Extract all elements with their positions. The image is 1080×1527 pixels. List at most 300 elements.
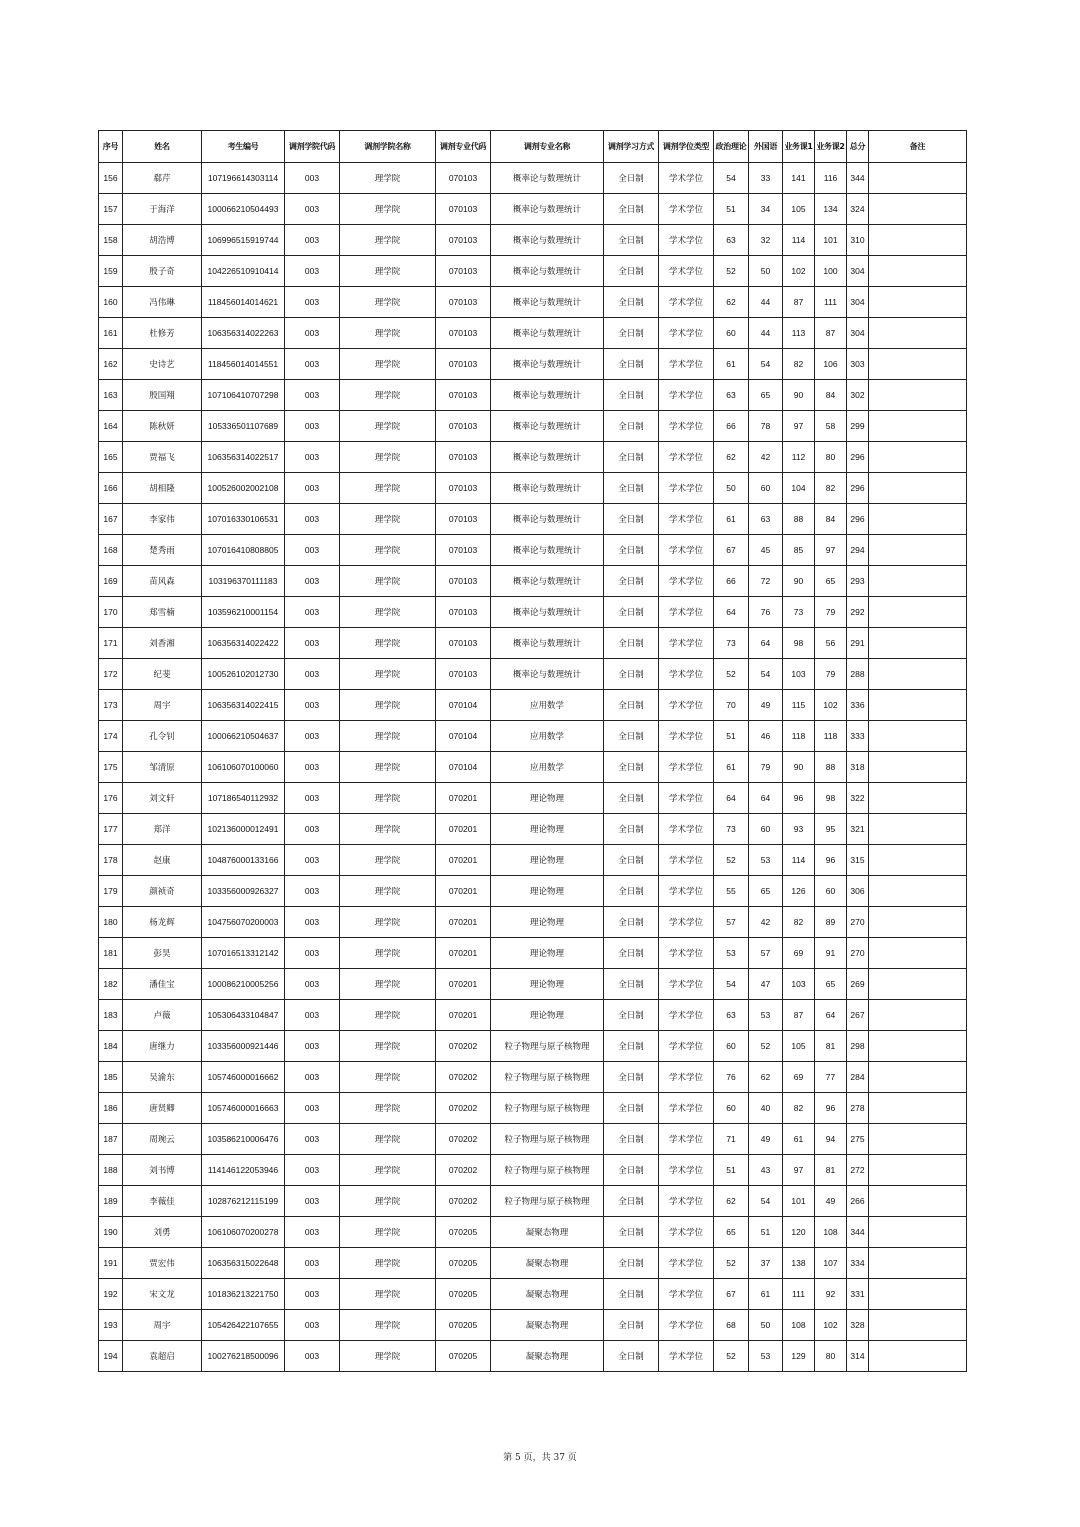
cell-politics: 51 — [714, 721, 749, 752]
cell-exam-id: 100276218500096 — [202, 1341, 285, 1372]
cell-exam-id: 106356315022648 — [202, 1248, 285, 1279]
cell-school-name: 理学院 — [340, 473, 436, 504]
cell-subject2: 96 — [815, 845, 847, 876]
table-row — [99, 225, 967, 256]
cell-major-name: 理论物理 — [491, 907, 604, 938]
cell-major-code: 070205 — [436, 1217, 491, 1248]
cell-exam-id: 100066210504493 — [202, 194, 285, 225]
cell-foreign-language: 54 — [749, 659, 783, 690]
cell-major-code: 070103 — [436, 504, 491, 535]
cell-name: 刘勇 — [123, 1217, 202, 1248]
cell-school-code: 003 — [285, 814, 340, 845]
cell-index: 167 — [99, 504, 123, 535]
cell-total: 315 — [847, 845, 869, 876]
cell-total: 304 — [847, 287, 869, 318]
cell-degree-type: 学术学位 — [659, 1093, 714, 1124]
cell-major-code: 070201 — [436, 845, 491, 876]
cell-degree-type: 学术学位 — [659, 473, 714, 504]
cell-study-mode: 全日制 — [604, 1093, 659, 1124]
cell-name: 孔令钊 — [123, 721, 202, 752]
cell-politics: 73 — [714, 814, 749, 845]
cell-major-name: 概率论与数理统计 — [491, 473, 604, 504]
cell-subject1: 87 — [783, 287, 815, 318]
cell-remarks — [869, 163, 967, 194]
cell-degree-type: 学术学位 — [659, 690, 714, 721]
cell-school-name: 理学院 — [340, 287, 436, 318]
cell-politics: 65 — [714, 1217, 749, 1248]
cell-subject2: 79 — [815, 659, 847, 690]
cell-total: 296 — [847, 442, 869, 473]
cell-foreign-language: 64 — [749, 628, 783, 659]
cell-exam-id: 106356314022422 — [202, 628, 285, 659]
table-row — [99, 1155, 967, 1186]
cell-major-code: 070103 — [436, 659, 491, 690]
cell-index: 186 — [99, 1093, 123, 1124]
cell-foreign-language: 51 — [749, 1217, 783, 1248]
cell-foreign-language: 50 — [749, 256, 783, 287]
cell-school-code: 003 — [285, 690, 340, 721]
cell-remarks — [869, 1217, 967, 1248]
cell-major-name: 概率论与数理统计 — [491, 349, 604, 380]
cell-degree-type: 学术学位 — [659, 256, 714, 287]
cell-exam-id: 107016330106531 — [202, 504, 285, 535]
cell-exam-id: 105336501107689 — [202, 411, 285, 442]
cell-foreign-language: 44 — [749, 318, 783, 349]
cell-school-name: 理学院 — [340, 349, 436, 380]
cell-major-name: 理论物理 — [491, 845, 604, 876]
cell-index: 161 — [99, 318, 123, 349]
cell-study-mode: 全日制 — [604, 1248, 659, 1279]
cell-remarks — [869, 690, 967, 721]
cell-name: 史诗艺 — [123, 349, 202, 380]
cell-school-code: 003 — [285, 597, 340, 628]
table-row — [99, 752, 967, 783]
cell-total: 275 — [847, 1124, 869, 1155]
cell-subject1: 108 — [783, 1310, 815, 1341]
cell-major-code: 070201 — [436, 907, 491, 938]
cell-subject2: 77 — [815, 1062, 847, 1093]
cell-school-code: 003 — [285, 380, 340, 411]
cell-major-code: 070205 — [436, 1248, 491, 1279]
cell-study-mode: 全日制 — [604, 1341, 659, 1372]
cell-foreign-language: 49 — [749, 690, 783, 721]
cell-school-name: 理学院 — [340, 969, 436, 1000]
cell-school-code: 003 — [285, 1341, 340, 1372]
table-row — [99, 1186, 967, 1217]
cell-subject1: 73 — [783, 597, 815, 628]
cell-total: 318 — [847, 752, 869, 783]
header-col-exam-id: 考生编号 — [202, 131, 285, 163]
cell-remarks — [869, 256, 967, 287]
table-row — [99, 845, 967, 876]
cell-major-code: 070202 — [436, 1155, 491, 1186]
table-row — [99, 442, 967, 473]
cell-exam-id: 106356314022263 — [202, 318, 285, 349]
table-row — [99, 783, 967, 814]
cell-remarks — [869, 1031, 967, 1062]
cell-remarks — [869, 597, 967, 628]
cell-study-mode: 全日制 — [604, 1217, 659, 1248]
cell-subject1: 103 — [783, 969, 815, 1000]
cell-politics: 63 — [714, 1000, 749, 1031]
cell-exam-id: 100086210005256 — [202, 969, 285, 1000]
cell-school-code: 003 — [285, 752, 340, 783]
cell-name: 贾福飞 — [123, 442, 202, 473]
cell-major-name: 概率论与数理统计 — [491, 659, 604, 690]
cell-politics: 54 — [714, 163, 749, 194]
cell-subject1: 96 — [783, 783, 815, 814]
admission-table — [98, 130, 967, 1372]
header-col-school-code: 调剂学院代码 — [285, 131, 340, 163]
cell-foreign-language: 54 — [749, 349, 783, 380]
cell-index: 182 — [99, 969, 123, 1000]
cell-name: 彭昊 — [123, 938, 202, 969]
table-row — [99, 814, 967, 845]
cell-index: 156 — [99, 163, 123, 194]
cell-study-mode: 全日制 — [604, 566, 659, 597]
cell-name: 郗芹 — [123, 163, 202, 194]
cell-school-code: 003 — [285, 473, 340, 504]
cell-remarks — [869, 1062, 967, 1093]
cell-politics: 63 — [714, 225, 749, 256]
cell-total: 296 — [847, 504, 869, 535]
cell-exam-id: 100526002002108 — [202, 473, 285, 504]
cell-subject1: 69 — [783, 938, 815, 969]
cell-politics: 53 — [714, 938, 749, 969]
cell-politics: 57 — [714, 907, 749, 938]
cell-school-code: 003 — [285, 1279, 340, 1310]
cell-exam-id: 101836213221750 — [202, 1279, 285, 1310]
cell-subject2: 80 — [815, 442, 847, 473]
cell-remarks — [869, 566, 967, 597]
table-row — [99, 907, 967, 938]
cell-subject2: 81 — [815, 1155, 847, 1186]
cell-foreign-language: 34 — [749, 194, 783, 225]
cell-school-code: 003 — [285, 1186, 340, 1217]
cell-foreign-language: 72 — [749, 566, 783, 597]
cell-politics: 52 — [714, 659, 749, 690]
cell-subject2: 80 — [815, 1341, 847, 1372]
cell-school-code: 003 — [285, 194, 340, 225]
cell-remarks — [869, 907, 967, 938]
cell-remarks — [869, 225, 967, 256]
cell-school-name: 理学院 — [340, 318, 436, 349]
cell-subject1: 97 — [783, 411, 815, 442]
cell-index: 174 — [99, 721, 123, 752]
cell-index: 189 — [99, 1186, 123, 1217]
cell-major-code: 070201 — [436, 876, 491, 907]
cell-subject2: 100 — [815, 256, 847, 287]
cell-politics: 62 — [714, 442, 749, 473]
cell-foreign-language: 61 — [749, 1279, 783, 1310]
cell-major-name: 概率论与数理统计 — [491, 287, 604, 318]
cell-study-mode: 全日制 — [604, 287, 659, 318]
cell-subject1: 141 — [783, 163, 815, 194]
cell-name: 陈秋妍 — [123, 411, 202, 442]
cell-major-code: 070104 — [436, 752, 491, 783]
cell-school-name: 理学院 — [340, 380, 436, 411]
header-col-foreign-language: 外国语 — [749, 131, 783, 163]
cell-school-code: 003 — [285, 938, 340, 969]
cell-total: 306 — [847, 876, 869, 907]
cell-major-name: 粒子物理与原子核物理 — [491, 1124, 604, 1155]
cell-name: 周琬云 — [123, 1124, 202, 1155]
cell-name: 殷子奇 — [123, 256, 202, 287]
cell-subject2: 101 — [815, 225, 847, 256]
cell-subject1: 82 — [783, 1093, 815, 1124]
cell-index: 192 — [99, 1279, 123, 1310]
cell-school-code: 003 — [285, 163, 340, 194]
cell-major-name: 应用数学 — [491, 690, 604, 721]
table-body — [99, 163, 967, 1372]
cell-remarks — [869, 318, 967, 349]
cell-study-mode: 全日制 — [604, 163, 659, 194]
cell-total: 296 — [847, 473, 869, 504]
cell-school-code: 003 — [285, 1031, 340, 1062]
cell-index: 178 — [99, 845, 123, 876]
cell-school-name: 理学院 — [340, 1341, 436, 1372]
table-row — [99, 969, 967, 1000]
cell-foreign-language: 65 — [749, 380, 783, 411]
cell-name: 郑雪楠 — [123, 597, 202, 628]
cell-degree-type: 学术学位 — [659, 225, 714, 256]
cell-remarks — [869, 442, 967, 473]
cell-index: 183 — [99, 1000, 123, 1031]
cell-foreign-language: 33 — [749, 163, 783, 194]
cell-remarks — [869, 1124, 967, 1155]
cell-school-code: 003 — [285, 256, 340, 287]
cell-major-name: 凝聚态物理 — [491, 1341, 604, 1372]
table-row — [99, 938, 967, 969]
cell-exam-id: 106106070100060 — [202, 752, 285, 783]
cell-name: 卢薇 — [123, 1000, 202, 1031]
cell-politics: 61 — [714, 504, 749, 535]
cell-politics: 62 — [714, 287, 749, 318]
cell-foreign-language: 78 — [749, 411, 783, 442]
cell-foreign-language: 53 — [749, 1341, 783, 1372]
table-row — [99, 380, 967, 411]
cell-subject2: 81 — [815, 1031, 847, 1062]
cell-school-name: 理学院 — [340, 535, 436, 566]
cell-name: 郑洋 — [123, 814, 202, 845]
cell-major-code: 070205 — [436, 1341, 491, 1372]
cell-remarks — [869, 814, 967, 845]
cell-foreign-language: 37 — [749, 1248, 783, 1279]
cell-school-name: 理学院 — [340, 814, 436, 845]
cell-exam-id: 114146122053946 — [202, 1155, 285, 1186]
cell-index: 160 — [99, 287, 123, 318]
cell-exam-id: 118456014014621 — [202, 287, 285, 318]
cell-degree-type: 学术学位 — [659, 752, 714, 783]
cell-name: 唐继力 — [123, 1031, 202, 1062]
cell-major-code: 070104 — [436, 690, 491, 721]
cell-study-mode: 全日制 — [604, 969, 659, 1000]
cell-index: 176 — [99, 783, 123, 814]
cell-degree-type: 学术学位 — [659, 845, 714, 876]
cell-school-name: 理学院 — [340, 597, 436, 628]
cell-major-code: 070103 — [436, 287, 491, 318]
cell-degree-type: 学术学位 — [659, 814, 714, 845]
cell-subject1: 114 — [783, 845, 815, 876]
cell-name: 于海洋 — [123, 194, 202, 225]
cell-school-name: 理学院 — [340, 1031, 436, 1062]
cell-subject1: 82 — [783, 349, 815, 380]
cell-study-mode: 全日制 — [604, 1155, 659, 1186]
cell-exam-id: 106356314022517 — [202, 442, 285, 473]
cell-index: 169 — [99, 566, 123, 597]
cell-major-name: 应用数学 — [491, 721, 604, 752]
cell-school-code: 003 — [285, 349, 340, 380]
cell-total: 266 — [847, 1186, 869, 1217]
cell-exam-id: 106996515919744 — [202, 225, 285, 256]
cell-foreign-language: 47 — [749, 969, 783, 1000]
cell-study-mode: 全日制 — [604, 411, 659, 442]
cell-total: 299 — [847, 411, 869, 442]
cell-school-code: 003 — [285, 876, 340, 907]
cell-foreign-language: 54 — [749, 1186, 783, 1217]
cell-degree-type: 学术学位 — [659, 1248, 714, 1279]
cell-total: 333 — [847, 721, 869, 752]
cell-exam-id: 107186540112932 — [202, 783, 285, 814]
cell-subject1: 88 — [783, 504, 815, 535]
cell-index: 177 — [99, 814, 123, 845]
cell-subject1: 101 — [783, 1186, 815, 1217]
cell-remarks — [869, 349, 967, 380]
cell-degree-type: 学术学位 — [659, 380, 714, 411]
cell-foreign-language: 65 — [749, 876, 783, 907]
cell-politics: 66 — [714, 566, 749, 597]
cell-degree-type: 学术学位 — [659, 969, 714, 1000]
cell-degree-type: 学术学位 — [659, 1310, 714, 1341]
header-col-study-mode: 调剂学习方式 — [604, 131, 659, 163]
cell-school-code: 003 — [285, 504, 340, 535]
cell-politics: 50 — [714, 473, 749, 504]
cell-remarks — [869, 659, 967, 690]
cell-politics: 54 — [714, 969, 749, 1000]
cell-study-mode: 全日制 — [604, 194, 659, 225]
cell-subject2: 108 — [815, 1217, 847, 1248]
cell-major-code: 070103 — [436, 225, 491, 256]
cell-degree-type: 学术学位 — [659, 442, 714, 473]
cell-study-mode: 全日制 — [604, 318, 659, 349]
cell-school-code: 003 — [285, 783, 340, 814]
cell-total: 293 — [847, 566, 869, 597]
cell-politics: 67 — [714, 535, 749, 566]
cell-study-mode: 全日制 — [604, 876, 659, 907]
cell-major-code: 070202 — [436, 1093, 491, 1124]
table-row — [99, 411, 967, 442]
cell-total: 321 — [847, 814, 869, 845]
cell-major-name: 概率论与数理统计 — [491, 411, 604, 442]
table-row — [99, 535, 967, 566]
cell-school-name: 理学院 — [340, 1155, 436, 1186]
cell-subject2: 60 — [815, 876, 847, 907]
cell-subject2: 65 — [815, 566, 847, 597]
cell-degree-type: 学术学位 — [659, 628, 714, 659]
cell-name: 吴渝东 — [123, 1062, 202, 1093]
cell-exam-id: 104226510910414 — [202, 256, 285, 287]
cell-subject1: 85 — [783, 535, 815, 566]
cell-study-mode: 全日制 — [604, 1186, 659, 1217]
cell-subject1: 90 — [783, 752, 815, 783]
cell-subject2: 84 — [815, 380, 847, 411]
cell-school-name: 理学院 — [340, 783, 436, 814]
cell-index: 175 — [99, 752, 123, 783]
cell-school-code: 003 — [285, 907, 340, 938]
cell-politics: 52 — [714, 1248, 749, 1279]
cell-major-name: 粒子物理与原子核物理 — [491, 1093, 604, 1124]
cell-study-mode: 全日制 — [604, 1124, 659, 1155]
cell-remarks — [869, 752, 967, 783]
cell-index: 165 — [99, 442, 123, 473]
cell-index: 164 — [99, 411, 123, 442]
cell-foreign-language: 53 — [749, 845, 783, 876]
cell-exam-id: 102136000012491 — [202, 814, 285, 845]
table-row — [99, 256, 967, 287]
cell-subject1: 87 — [783, 1000, 815, 1031]
cell-major-name: 概率论与数理统计 — [491, 194, 604, 225]
cell-total: 304 — [847, 318, 869, 349]
cell-major-code: 070103 — [436, 194, 491, 225]
cell-politics: 60 — [714, 1031, 749, 1062]
cell-degree-type: 学术学位 — [659, 411, 714, 442]
cell-index: 181 — [99, 938, 123, 969]
cell-foreign-language: 64 — [749, 783, 783, 814]
cell-major-name: 概率论与数理统计 — [491, 535, 604, 566]
cell-exam-id: 105306433104847 — [202, 1000, 285, 1031]
cell-foreign-language: 63 — [749, 504, 783, 535]
cell-subject1: 97 — [783, 1155, 815, 1186]
cell-exam-id: 105746000016662 — [202, 1062, 285, 1093]
cell-name: 李家伟 — [123, 504, 202, 535]
cell-name: 李薇佳 — [123, 1186, 202, 1217]
cell-major-name: 概率论与数理统计 — [491, 442, 604, 473]
header-col-total: 总分 — [847, 131, 869, 163]
cell-subject2: 106 — [815, 349, 847, 380]
cell-major-code: 070103 — [436, 628, 491, 659]
cell-remarks — [869, 1248, 967, 1279]
cell-politics: 73 — [714, 628, 749, 659]
cell-name: 冯伟琳 — [123, 287, 202, 318]
page-footer: 第 5 页，共 37 页 — [503, 1453, 577, 1463]
cell-subject2: 116 — [815, 163, 847, 194]
cell-subject2: 88 — [815, 752, 847, 783]
cell-foreign-language: 50 — [749, 1310, 783, 1341]
cell-major-name: 应用数学 — [491, 752, 604, 783]
cell-foreign-language: 53 — [749, 1000, 783, 1031]
cell-remarks — [869, 194, 967, 225]
cell-school-code: 003 — [285, 1310, 340, 1341]
cell-major-code: 070201 — [436, 1000, 491, 1031]
cell-subject2: 91 — [815, 938, 847, 969]
header-col-degree-type: 调剂学位类型 — [659, 131, 714, 163]
header-col-major-code: 调剂专业代码 — [436, 131, 491, 163]
cell-school-code: 003 — [285, 225, 340, 256]
cell-subject1: 102 — [783, 256, 815, 287]
cell-degree-type: 学术学位 — [659, 1000, 714, 1031]
cell-politics: 64 — [714, 597, 749, 628]
cell-school-name: 理学院 — [340, 876, 436, 907]
cell-foreign-language: 40 — [749, 1093, 783, 1124]
cell-politics: 60 — [714, 1093, 749, 1124]
cell-major-name: 概率论与数理统计 — [491, 380, 604, 411]
cell-study-mode: 全日制 — [604, 721, 659, 752]
cell-major-code: 070201 — [436, 969, 491, 1000]
cell-degree-type: 学术学位 — [659, 1186, 714, 1217]
cell-politics: 63 — [714, 380, 749, 411]
cell-study-mode: 全日制 — [604, 349, 659, 380]
cell-school-code: 003 — [285, 1000, 340, 1031]
